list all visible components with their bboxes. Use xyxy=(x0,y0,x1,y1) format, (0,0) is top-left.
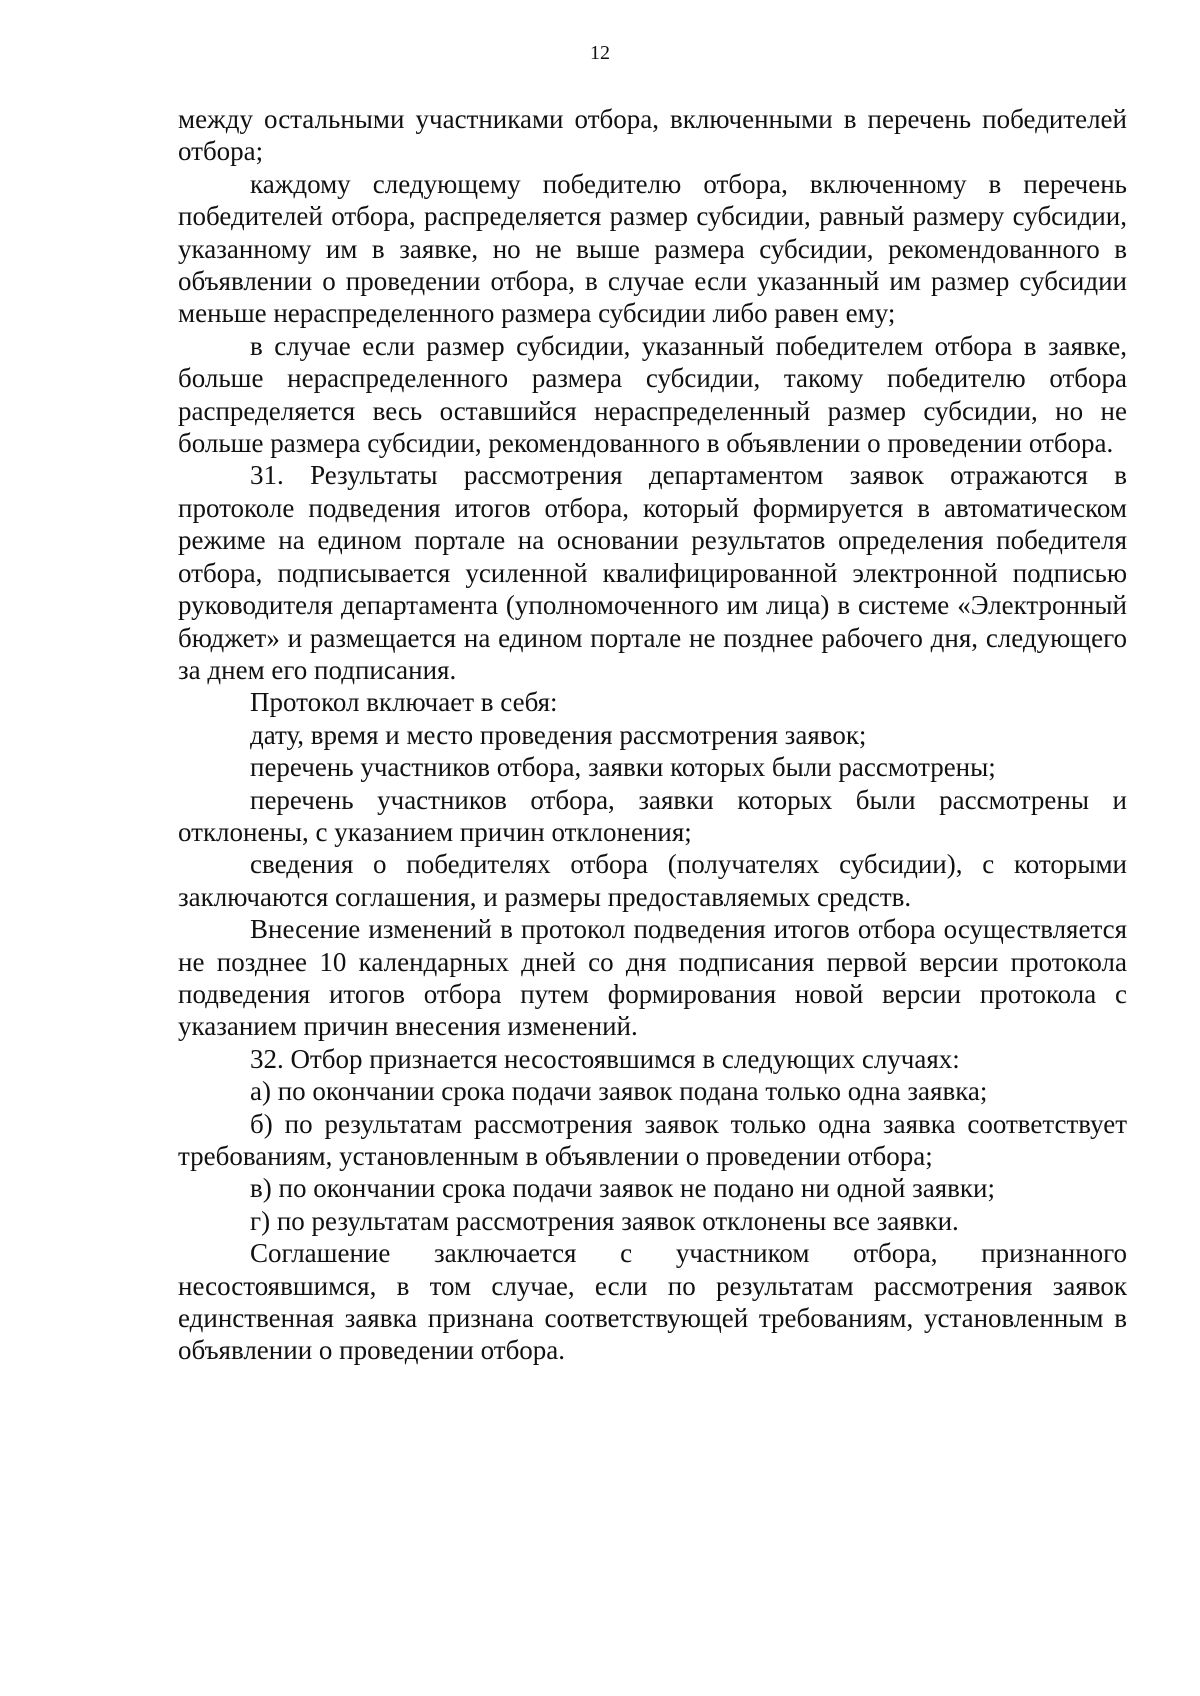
paragraph-case-b: б) по результатам рассмотрения заявок только одна заявка соответствует требованиям, установленным в объявлении о проведении отбора; xyxy=(178,1108,1127,1171)
paragraph-reviewed-participants: перечень участников отбора, заявки которых были рассмотрены; xyxy=(250,752,996,783)
paragraph-case-v: в) по окончании срока подачи заявок не подано ни одной заявки; xyxy=(250,1173,995,1204)
paragraph-case-a: а) по окончании срока подачи заявок подана только одна заявка; xyxy=(250,1076,988,1107)
paragraph-agreement: Соглашение заключается с участником отбора, признанного несостоявшимся, в том случае, если по результатам рассмотрения заявок единственная заявка признана соответствующей требованиям, установленным в объявлении о проведении отбора. xyxy=(178,1238,1127,1366)
document-body xyxy=(178,103,1127,1367)
paragraph-protocol-includes: Протокол включает в себя: xyxy=(250,687,558,718)
paragraph-32-failed-selection: 32. Отбор признается несостоявшимся в следующих случаях: xyxy=(250,1043,960,1074)
paragraph-rejected-participants: перечень участников отбора, заявки которых были рассмотрены и отклонены, с указанием причин отклонения; xyxy=(178,784,1127,847)
paragraph-next-winner-distribution: каждому следующему победителю отбора, включенному в перечень победителей отбора, распределяется размер субсидии, равный размеру субсидии, указанному им в заявке, но не выше размера субсидии, рекомендованного в объявлении о проведении отбора, в случае если указанный им размер субсидии меньше нераспределенного размера субсидии либо равен ему; xyxy=(178,168,1127,329)
paragraph-remaining-subsidy: в случае если размер субсидии, указанный победителем отбора в заявке, больше нераспределенного размера субсидии, такому победителю отбора распределяется весь оставшийся нераспределенный размер субсидии, но не больше размера субсидии, рекомендованного в объявлении о проведении отбора. xyxy=(178,330,1127,459)
paragraph-case-g: г) по результатам рассмотрения заявок отклонены все заявки. xyxy=(250,1205,959,1236)
paragraph-continuation: между остальными участниками отбора, включенными в перечень победителей отбора; xyxy=(178,104,1127,167)
paragraph-protocol-changes: Внесение изменений в протокол подведения итогов отбора осуществляется не позднее 10 календарных дней со дня подписания первой версии протокола подведения итогов отбора путем формирования новой версии протокола с указанием причин внесения изменений. xyxy=(178,914,1127,1042)
paragraph-31-results-protocol: 31. Результаты рассмотрения департаментом заявок отражаются в протоколе подведения итогов отбора, который формируется в автоматическом режиме на едином портале на основании результатов определения победителя отбора, подписывается усиленной квалифицированной электронной подписью руководителя департамента (уполномоченного им лица) в системе «Электронный бюджет» и размещается на едином портале не позднее рабочего дня, следующего за днем его подписания. xyxy=(178,460,1127,685)
paragraph-winners-info: сведения о победителях отбора (получателях субсидии), с которыми заключаются соглашения, и размеры предоставляемых средств. xyxy=(178,849,1127,912)
page-number: 12 xyxy=(590,42,610,64)
paragraph-date-time-place: дату, время и место проведения рассмотрения заявок; xyxy=(250,719,867,750)
